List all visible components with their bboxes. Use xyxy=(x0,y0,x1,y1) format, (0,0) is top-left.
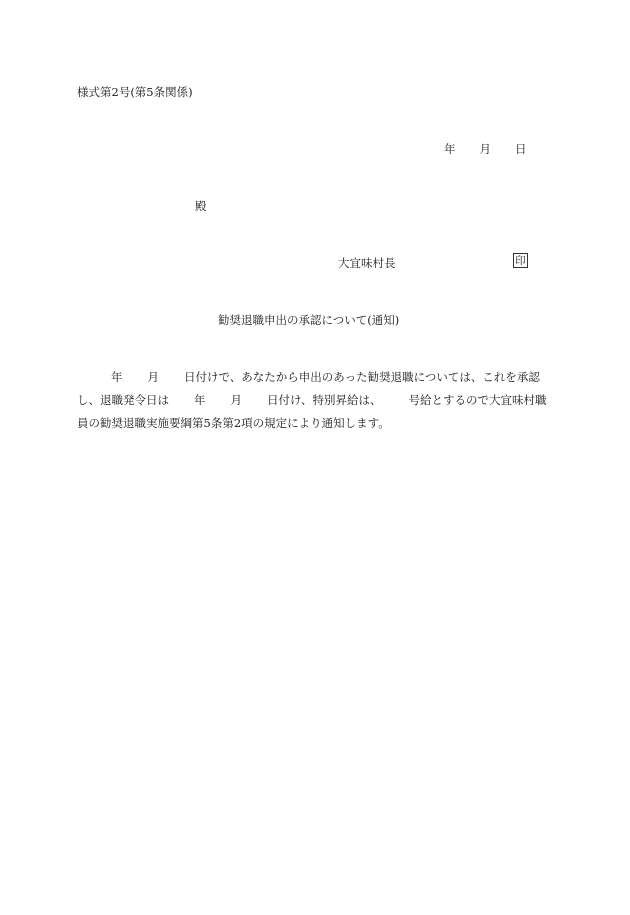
date-month-label: 月 xyxy=(479,142,491,156)
date-day-label: 日 xyxy=(515,142,527,156)
body-year-1: 年 xyxy=(111,370,123,384)
body-text-2c: 号給とするので大宜味村職 xyxy=(408,393,547,407)
body-line-2 xyxy=(77,392,547,408)
body-text-2a: し、退職発令日は xyxy=(77,393,169,407)
document-title: 勧奨退職申出の承認について(通知) xyxy=(218,313,400,327)
body-month-2: 月 xyxy=(230,393,242,407)
date-line xyxy=(444,141,527,157)
date-year-label: 年 xyxy=(444,142,456,156)
body-line-1 xyxy=(77,369,540,385)
body-year-2: 年 xyxy=(194,393,206,407)
body-month-1: 月 xyxy=(147,370,159,384)
seal-mark: 印 xyxy=(513,253,528,268)
body-text-2b: 日付け、特別昇給は、 xyxy=(267,393,382,407)
body-text-1: 日付けで、あなたから申出のあった勧奨退職については、これを承認 xyxy=(184,370,540,384)
body-line-3: 員の勧奨退職実施要綱第5条第2項の規定により通知します。 xyxy=(77,416,390,430)
issuer-name: 大宜味村長 xyxy=(338,256,396,270)
form-number: 様式第2号(第5条関係) xyxy=(77,85,193,99)
addressee-suffix: 殿 xyxy=(195,199,207,213)
